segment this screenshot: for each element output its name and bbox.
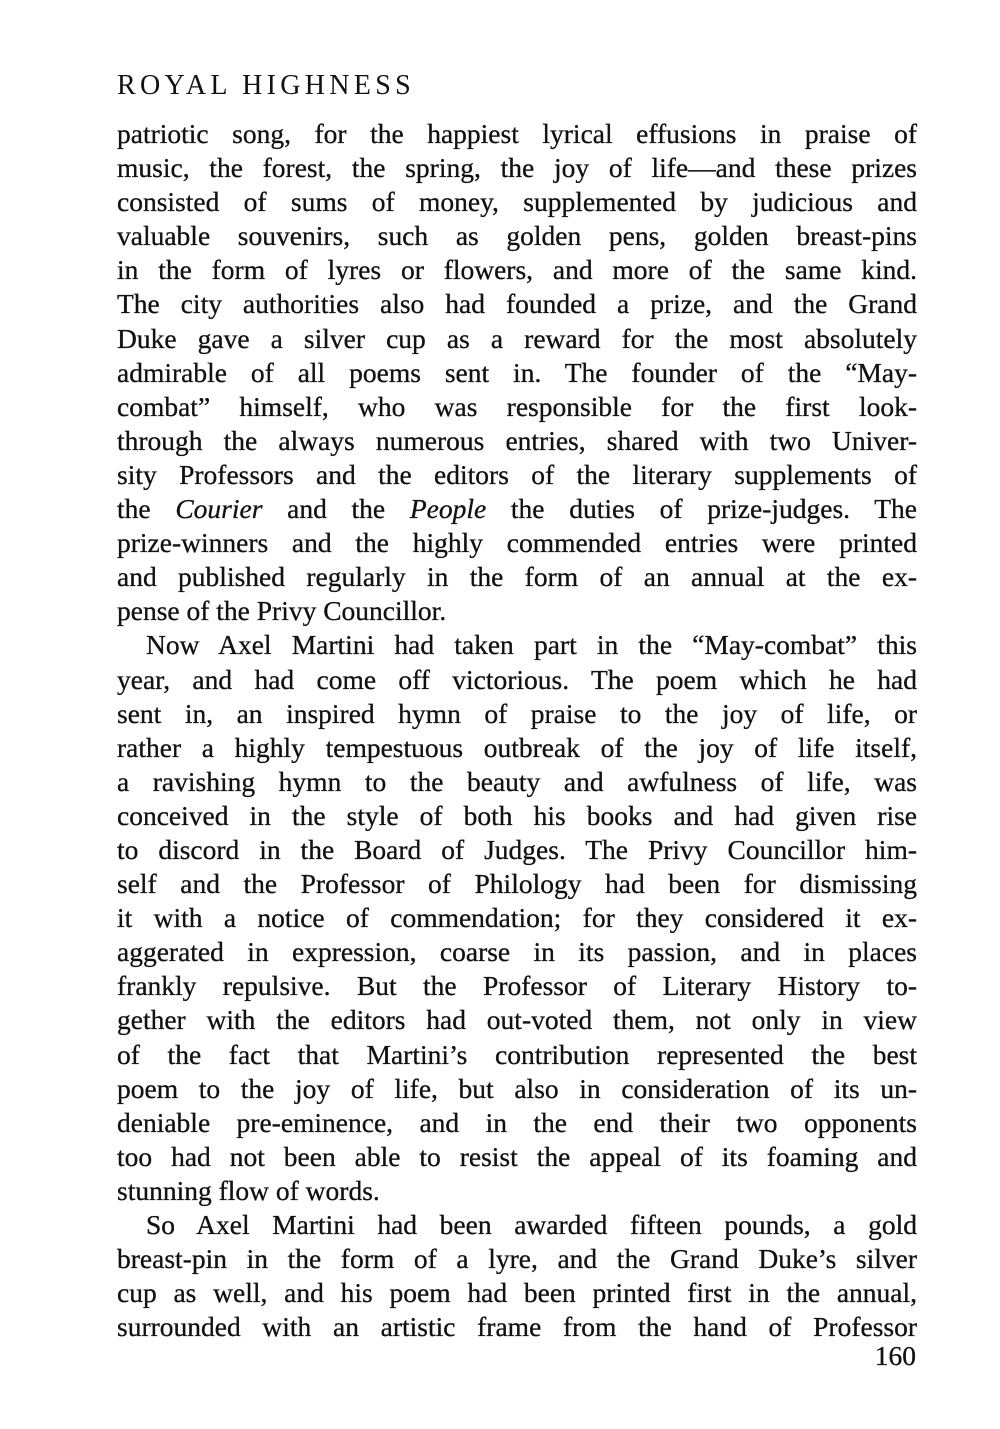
text-line bbox=[117, 867, 917, 901]
text-line bbox=[117, 560, 917, 594]
text-line bbox=[117, 697, 917, 731]
page-number: 160 bbox=[874, 1340, 916, 1371]
text-segment: through the always numerous entries, shared with two Univer- bbox=[117, 424, 917, 456]
text-line bbox=[117, 322, 917, 356]
text-line bbox=[117, 492, 917, 526]
text-segment: year, and had come off victorious. The poem which he had bbox=[117, 663, 917, 695]
text-line bbox=[117, 253, 917, 287]
text-segment: frankly repulsive. But the Professor of Literary History to- bbox=[117, 970, 917, 1002]
text-segment: stunning flow of words. bbox=[117, 1174, 380, 1206]
italic-title: People bbox=[409, 493, 487, 525]
text-line bbox=[117, 663, 917, 697]
text-line bbox=[117, 185, 917, 219]
text-segment: sity Professors and the editors of the literary supplements of bbox=[117, 458, 917, 490]
text-segment: of the fact that Martini’s contribution represented the best bbox=[117, 1038, 917, 1070]
text-segment: the duties of prize-judges. The bbox=[486, 493, 917, 525]
text-line bbox=[117, 1174, 917, 1208]
text-line bbox=[117, 1310, 917, 1344]
text-segment: The city authorities also had founded a prize, and the Grand bbox=[117, 288, 917, 320]
text-segment: in the form of lyres or flowers, and more of the same kind. bbox=[117, 254, 917, 286]
text-line bbox=[117, 458, 917, 492]
text-segment: valuable souvenirs, such as golden pens, golden breast-pins bbox=[117, 220, 917, 252]
text-segment: and published regularly in the form of an annual at the ex- bbox=[117, 561, 917, 593]
text-segment: pense of the Privy Councillor. bbox=[117, 595, 447, 627]
text-segment: too had not been able to resist the appeal of its foaming and bbox=[117, 1140, 917, 1172]
text-segment: gether with the editors had out-voted them, not only in view bbox=[117, 1004, 917, 1036]
text-line bbox=[117, 901, 917, 935]
text-line bbox=[117, 219, 917, 253]
text-segment: and the bbox=[262, 493, 410, 525]
text-line bbox=[117, 1140, 917, 1174]
text-line bbox=[117, 969, 917, 1003]
text-line bbox=[117, 151, 917, 185]
text-line bbox=[117, 731, 917, 765]
text-segment: admirable of all poems sent in. The founder of the “May- bbox=[117, 356, 917, 388]
text-segment: the bbox=[117, 493, 176, 525]
text-segment: sent in, an inspired hymn of praise to the joy of life, or bbox=[117, 697, 917, 729]
text-line bbox=[117, 424, 917, 458]
text-line bbox=[117, 356, 917, 390]
text-segment: it with a notice of commendation; for they considered it ex- bbox=[117, 902, 917, 934]
text-segment: surrounded with an artistic frame from the hand of Professor bbox=[117, 1311, 917, 1343]
text-line bbox=[117, 1106, 917, 1140]
text-line bbox=[117, 799, 917, 833]
text-segment: self and the Professor of Philology had been for dismissing bbox=[117, 868, 917, 900]
text-line bbox=[117, 526, 917, 560]
text-line bbox=[117, 1072, 917, 1106]
text-line bbox=[117, 1003, 917, 1037]
text-segment: patriotic song, for the happiest lyrical effusions in praise of bbox=[117, 118, 917, 149]
text-line bbox=[117, 1276, 917, 1310]
text-line bbox=[117, 935, 917, 969]
text-line bbox=[117, 833, 917, 867]
text-line bbox=[117, 765, 917, 799]
text-segment: rather a highly tempestuous outbreak of the joy of life itself, bbox=[117, 731, 917, 763]
paragraph-start-line bbox=[117, 1208, 917, 1242]
text-segment: cup as well, and his poem had been printed first in the annual, bbox=[117, 1277, 917, 1309]
text-line bbox=[117, 594, 917, 628]
text-segment: to discord in the Board of Judges. The Privy Councillor him- bbox=[117, 833, 917, 865]
text-segment: Now Axel Martini had taken part in the “May-combat” this bbox=[146, 629, 917, 661]
text-segment: deniable pre-eminence, and in the end their two opponents bbox=[117, 1106, 917, 1138]
text-segment: So Axel Martini had been awarded fifteen pounds, a gold bbox=[146, 1209, 917, 1240]
text-segment: prize-winners and the highly commended entries were printed bbox=[117, 527, 917, 559]
text-segment: music, the forest, the spring, the joy of life—and these prizes bbox=[117, 152, 917, 184]
text-line bbox=[117, 1242, 917, 1276]
text-segment: poem to the joy of life, but also in consideration of its un- bbox=[117, 1072, 917, 1104]
text-segment: a ravishing hymn to the beauty and awfulness of life, was bbox=[117, 765, 917, 797]
text-segment: conceived in the style of both his books and had given rise bbox=[117, 799, 917, 831]
text-line bbox=[117, 117, 917, 151]
italic-title: Courier bbox=[175, 493, 263, 525]
page-body-text bbox=[117, 117, 917, 1344]
text-segment: combat” himself, who was responsible for the first look- bbox=[117, 390, 917, 422]
paragraph-start-line bbox=[117, 628, 917, 662]
text-line bbox=[117, 287, 917, 321]
running-title: ROYAL HIGHNESS bbox=[117, 70, 415, 101]
text-segment: breast-pin in the form of a lyre, and the Grand Duke’s silver bbox=[117, 1243, 917, 1275]
text-segment: aggerated in expression, coarse in its passion, and in places bbox=[117, 936, 917, 968]
text-line bbox=[117, 1038, 917, 1072]
text-segment: Duke gave a silver cup as a reward for the most absolutely bbox=[117, 322, 917, 354]
text-line bbox=[117, 390, 917, 424]
text-segment: consisted of sums of money, supplemented by judicious and bbox=[117, 186, 917, 218]
